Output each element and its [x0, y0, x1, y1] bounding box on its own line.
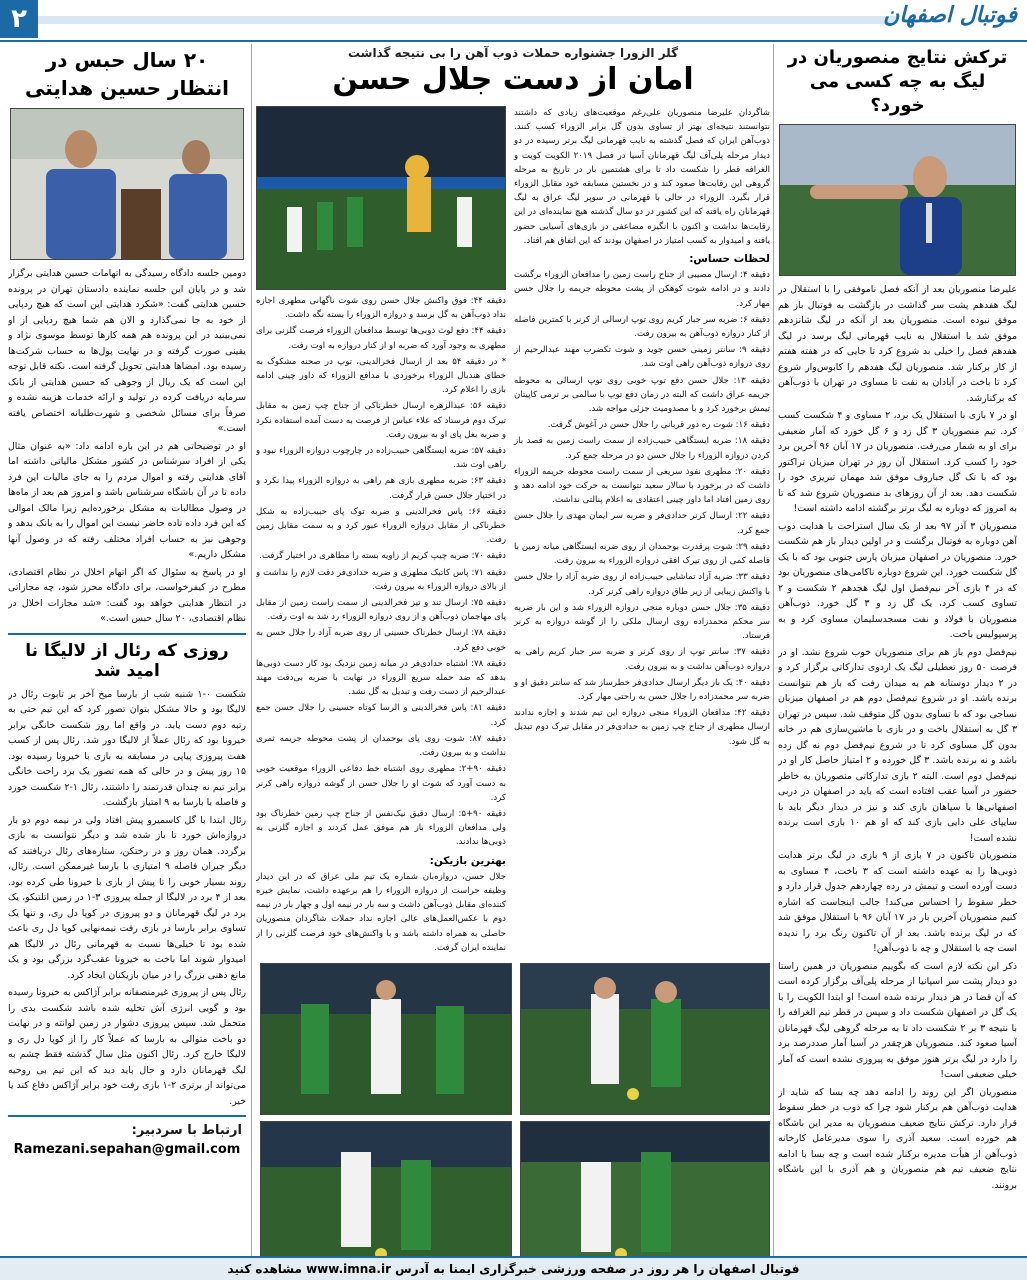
- moment: دقیقه ۳۳: ضربه آزاد تماشایی حبیب‌زاده از روی ضربه آزاد را جلال حسن با واکنش زیبایی از زیر طاق دروازه راهی کرنر کرد.: [514, 572, 770, 597]
- best-player-text: جلال حسن، دروازه‌بان شماره یک تیم ملی عراق که در این دیدار وظیفه حراست از دروازه الزوراء را هم برعهده داشت، نمایش خیره کننده‌ای مقابل ذوب‌آهن داشت و سه بار در نیمه اول و چهار بار در نیمه دوم با عکس‌العمل‌های عالی اجازه نداد حملات شاگردان منصوریان حاصلی به همراه داشته باشد و با واکنش‌های خود فرصت گلزنی را از نماینده ایران گرفت.: [256, 871, 506, 953]
- paragraph: منصوریان تاکنون در ۷ بازی از ۹ بازی در لیگ برتر هدایت ذوبی‌ها را به عهده داشته است که ۳ باخت، ۴ مساوی به دست آورده است و تیمش در رده چهاردهم جدول قرار دارد و خطر سقوط را احساس می‌کند! جالب اینجاست که اشاره کنیم منصوریان آخرین بار در ۱۷ آبان ۹۶ با استقلال موفق شد که در لیگ برنده باشد. بعد از آن تاکنون رنگ برد را ندیده است چه با استقلال و چه با ذوب‌آهن!: [778, 850, 1017, 954]
- moment: دقیقه ۶: ضربه سر جبار کریم روی توپ ارسالی از کرنر با کمترین فاصله از کنار دروازه ذوب‌آهن به بیرون رفت.: [514, 314, 770, 340]
- moment: دقیقه ۲۲: ارسال کرنر حدادی‌فر و ضربه سر ایمان مهدی را جلال حسن جمع کرد.: [514, 511, 770, 536]
- moment: دقیقه ۲۰: مطهری نفوذ سریعی از سمت راست محوطه جریمه الزوراء داشت که در برخورد با سالار سعید نتوانست به حرکت خود ادامه دهد و روی زمین افتاد اما داور چینی اعتقادی به اعلام پنالتی نداشت.: [514, 466, 770, 506]
- brand-logo: فوتبال اصفهان: [883, 2, 1017, 28]
- article-body-hedayati: [8, 266, 246, 627]
- moment: دقیقه ۵۶: عبدالزهره ارسال خطرناکی از جناح چپ زمین به مقابل تیرک دوم فرستاد که علاء عباس از فرصت به دست آمده استفاده نکرد و ضربه بغل پای او به بیرون رفت.: [256, 401, 507, 440]
- paragraph: او در پاسخ به سئوال که اگر اتهام اخلال در نظام اقتصادی، مطرح در کیفرخواست، برای دادگاه محرز شود، چه مجازاتی در انتظار هدایتی خواهد بود گفت: «شد مجازات اخلال در نظام اقتصادی، ۲۰ سال حبس است.»: [8, 566, 246, 624]
- moment: دقیقه ۴۴: فوق واکنش جلال حسن روی شوت ناگهانی مطهری اجازه نداد ذوب‌آهن به گل برسد و دروازه الزوراء را بسته نگه داشت.: [256, 296, 507, 321]
- match-report-top: [256, 106, 770, 957]
- match-photo-duel: [520, 963, 770, 1115]
- tackle-illustration: [521, 1122, 769, 1272]
- moment: دقیقه ۳۷: سانتر توپ از روی کرنر و ضربه سر جبار کریم راهی به دروازه ذوب‌آهن نداشت و به بیرون رفت.: [514, 647, 770, 672]
- left-column: [8, 44, 246, 1157]
- footer-banner[interactable]: فوتبال اصفهان را هر روز در صفحه ورزشی خبرگزاری ایمنا به آدرس www.imna.ir مشاهده کنید: [0, 1256, 1027, 1280]
- moment: دقیقه ۸۱: پاس فخرالدینی و الرسا کوتاه حسینی را جلال حسن جمع کرد.: [256, 703, 507, 728]
- duel-illustration: [521, 964, 769, 1114]
- match-report-col-b: [256, 106, 506, 957]
- contact-label: ارتباط با سردبیر:: [131, 1123, 242, 1138]
- moment: دقیقه ۷۸: ارسال خطرناک حسینی از روی ضربه آزاد را جلال حسن به خوبی دفع کرد.: [256, 628, 507, 653]
- column-divider: [251, 44, 252, 1256]
- best-player-heading: بهترین بازیکن:: [429, 854, 506, 867]
- match-photos-row: [256, 1121, 770, 1273]
- article-title-hedayati: ۲۰ سال حبس در انتظار حسین هدایتی: [24, 48, 230, 100]
- moment: دقیقه ۶۳: ضربه مطهری بازی هم راهی به دروازه الزوراء پیدا نکرد و در اختیار جلال حسن قرار گرفت.: [256, 476, 506, 501]
- paragraph: منصوریان ۳ آذر ۹۷ بعد از یک سال استراحت با هدایت ذوب آهن دوباره به فوتبال برگشت و در اولین دیدار باز هم شکست خورد. منصوریان در اصفهان میزبان پارس جنوبی بود که با یک گل شکست خورد. این شروع دوباره ناکامی‌های منصوریان بود که در ۴ بازی آخر نیم‌فصل اول لیگ هجدهم ۲ شکست و ۲ تساوی کسب کرد، یک گل زد و ۳ گل خورد. ذوب‌آهن منصوریان با فولاد و نفت مسجدسلیمان مساوی کرد و به پرسپولیس باخت.: [778, 520, 1017, 640]
- section-divider: [8, 633, 246, 635]
- paragraph: او در ۷ بازی با استقلال یک برد، ۲ مساوی و ۴ شکست کسب کرد. تیم منصوریان ۳ گل زد و ۶ گل خورد که آمار ضعیفی برای او به شمار می‌رفت. منصوریان در ۱۷ آبان ۹۶ آخرین برد خود را کسب کرد. استقلال آن روز در تهران میزبان تراکتور بود که با تک گل جباروف موفق شد مهمان تبریزی خود را شکست دهد. بعد از آن روزهای بد منصوریان شروع شد که تا به امروز که دوباره به لیگ برتر برگشته ادامه داشته است!: [778, 410, 1017, 514]
- match-photo-header: [260, 963, 512, 1115]
- masthead: [0, 0, 1027, 42]
- coach-photo-illustration: [780, 125, 1015, 275]
- moment: * در دقیقه ۵۴ بعد از ارسال فخرالدینی، توپ در صحنه مشکوک به خطای هندبال الزوراء برخوردی با مدافع الزوراء که داور چینی ادامه بازی را اعلام کرد.: [256, 356, 506, 396]
- moment: دقیقه ۸۷: شوت روی پای بوحمدان از پشت محوطه جریمه ثمری نداشت و به بیرون رفت.: [256, 733, 506, 759]
- article-title-zob-ahan: امان از دست جلال حسن: [332, 62, 694, 97]
- moment: دقیقه ۷۸: اشتباه حدادی‌فر در میانه زمین نزدیک بود کار دست ذوبی‌ها بدهد که ضد حمله سریع الزوراء در نهایت با ضربه بی‌دقت مهند عبدالرحیم از دست رفت و تبدیل به گل نشد.: [256, 658, 506, 698]
- moment: دقیقه ۱۸: ضربه ایستگاهی حبیب‌زاده از سمت راست زمین به قصد باز کردن دروازه الزوراء را جلال حسن دو در مرحله جمع کرد.: [514, 436, 770, 461]
- article-body-real: [8, 687, 246, 1110]
- moment: دقیقه ۹۰+۲: مطهری روی اشتباه خط دفاعی الزوراء موقعیت خوبی به دست آورد که شوت او را جلال حسن از گوشه دروازه راهی کرنر کرد.: [256, 764, 506, 803]
- paragraph: ذکر این نکته لازم است که بگوییم منصوریان در همین راستا دو دیدار پشت سر اسپانیا از مرحله پلی‌آف برگزار کرده است که آن قضا در هر دیدار برنده شده است! او ابتدا الکویت را با یک گل در اصفهان شکست داد و سپس در قطر تیم الغرافه را با نتیجه ۳ بر ۲ شکست داد تا به مرحله گروهی لیگ قهرمانان آسیا صعود کند. منصوریان هرچقدر در آسیا آمار صددرصد برد را دارد در لیگ برتر هنوز موفق به پیروزی نشده است که آمار خیلی ضعیفی است!: [778, 960, 1017, 1080]
- match-photo-goalkeeper: [256, 106, 506, 290]
- moment: دقیقه ۹۰+۵: ارسال دقیق نیک‌نفس از جناح چپ زمین خطرناک بود ولی مدافعان الزوراء باز هم موفق عمل کردند و اجازه گلزنی به ذوبی‌ها ندادند.: [256, 808, 506, 848]
- chase-illustration: [261, 1122, 511, 1272]
- moment: دقیقه ۵۷: ضربه ایستگاهی حبیب‌زاده در چارچوب دروازه الزوراء نبود و راهی اوت شد.: [256, 446, 506, 471]
- court-photo: [10, 108, 244, 260]
- moment: دقیقه ۱۳: جلال حسن دفع توپ خوبی روی توپ ارسالی به محوطه جریمه عراق داشت که البته در زمان دفع توپ با سالمی بر ترمی کاپیتان تیمش برخورد کرد و با مصدومیت جزئی مواجه شد.: [514, 375, 770, 415]
- moment: دقیقه ۷۵: ارسال تند و تیز فخرالدینی از سمت راست زمین از مقابل پای مهاجمان ذوب‌آهن و از روی دروازه الزوراء رد شد به اوت رفت.: [256, 598, 506, 623]
- section-divider: [8, 1115, 246, 1117]
- moment: دقیقه ۴: ارسال مصیبی از جناح راست زمین را مدافعان الزوراء برگشت دادند و در ادامه شوت کوهکن از پشت محوطه جریمه را جلال حسن مهار کرد.: [514, 270, 770, 309]
- paragraph: منصوریان اگر این روند را ادامه دهد چه بسا که شاید از هدایت ذوب‌آهن هم برکنار شود چرا که ذوب در خطر سقوط قرار دارد. ترکش نتایج ضعیف منصوریان به مدیر این باشگاه هم خورده است. سعید آذری را سوی مدیرعامل کارخانه ذوب‌آهن از هیأت مدیره برکنار شده است و چه بسا با ادامه نتایج ضعیف تیم هم منصوریان و هم آذری با این باشگاه برونند.: [778, 1086, 1017, 1191]
- article-title-real: روزی که رئال از لالیگا نا امید شد: [25, 640, 229, 681]
- match-report-col-a: [514, 106, 770, 957]
- paragraph: رئال ابتدا با گل کاسمیرو پیش افتاد ولی در نیمه دوم دو بار دروازه‌اش خورد تا باز شده شد و دیگر نتوانست به بازی برگردد. همان روز و در رختکن، ستاره‌های رئال دریافتند که دیگر جبران فاصله ۹ امتیازی با بارسا غیرممکن است. رئال، روند بسیار خوبی را تا پیش از بازی با خیرونا طی کرده بود. بعد از ۴ برد در لالیگا از جمله پیروزی ۳-۱ در زمین اتلتیکو، یک برد در لیگ قهرمانان و دو پیروزی در کوپا دل ری، و تنها یک تساوی برابر بارسا در بازی رفت نیمه‌نهایی کوپا دل ری باعث شده بود تا خیلی‌ها نسبت به قهرمانی رئال در لالیگا هم امیدوار شوند اما باخت به خیرونا عقب‌گرد بزرگی بود و یک مانع ذهنی بزرگ را در میان بازیکنان ایجاد کرد.: [8, 814, 246, 981]
- court-photo-illustration: [11, 109, 243, 259]
- moment: دقیقه ۱۶: شوت ره دور قربانی را جلال حسن در آغوش گرفت.: [547, 420, 770, 431]
- moment: دقیقه ۴۲: مدافعان الزوراء منجی دروازه این تیم شدند و اجازه ندادند ارسال مطهری از جناح چپ زمین به حدادی‌فر در مقابل تیرک دوم تبدیل به گل شود.: [514, 708, 770, 747]
- moment: دقیقه ۴۰: یک بار دیگر ارسال حدادی‌فر خطرساز شد که سانتر دقیق او و ضربه سر محمدزاده را جلال حسن به راحتی مهار کرد.: [514, 677, 770, 702]
- match-photos-row: [256, 963, 770, 1115]
- moment: دقیقه ۳۵: جلال حسن دوباره منجی دروازه الزوراء شد و این بار ضربه سر محکم محمدزاده روی ارسال ملکی را از گوشه دروازه به کرنر فرستاد.: [514, 602, 770, 642]
- page-number: ۲: [0, 0, 38, 38]
- column-divider: [773, 44, 774, 1256]
- editor-email-link[interactable]: Ramezani.sepahan@gmail.com: [13, 1142, 241, 1157]
- moment: دقیقه ۹: سانتر زمینی حسن جوید و شوت تکضرب مهند عبدالرحیم از روی دروازه ذوب‌آهن راهی اوت شد.: [514, 345, 770, 370]
- match-photo-tackle: [520, 1121, 770, 1273]
- middle-column: [256, 44, 770, 1273]
- goalkeeper-illustration: [257, 107, 505, 289]
- paragraph: رئال پس از پیروزی غیرمنصفانه برابر آژاکس به خیرونا رسیده بود و گویی انرژی آش تخلیه شده باشد شکست بدی را متحمل شد. سپس پیروزی دشوار در زمین لوانته و در نهایت دو باخت متوالی به بارسا که عملاً کار را از کوپا دل ری و لالیگا خارج کرد. رئال اکنون مثل سال گذشته فقط چشم به لیگ قهرمانان دارد و حال باید دید که این تیم بی روحیه می‌تواند از برتری ۲-۱ بازی رفت خود برابر آژاکس دفاع کند یا خیر.: [8, 987, 246, 1107]
- moment: دقیقه ۴۴: دفع لوث ذوبی‌ها توسط مدافعان الزوراء فرصت گلزنی برای مطهری به وجود آورد که ضربه او از کنار دروازه به اوت رفت.: [256, 326, 506, 351]
- coach-photo: [779, 124, 1016, 276]
- article-kicker: گلر الزورا جشنواره حملات ذوب آهن را بی نتیجه گذاشت: [347, 46, 679, 60]
- intro: شاگردان علیرضا منصوریان علی‌رغم موقعیت‌های زیادی که داشتند نتوانستند نتیجه‌ای بهتر از تساوی بدون گل برابر الزوراء کسب کنند. ذوب‌آهن ایران که فصل گذشته به نایب قهرمانی لیگ برتر رسیده در دو دیدار مرحله پلی‌آف لیگ قهرمانان آسیا در فصل ۲۰۱۹ الکویت کویت و الغرافه قطر را شکست داد تا برای هشتمین بار در تاریخ به مرحله گروهی این رقابت‌ها صعود کند و در نخستین مسابقه خود مقابل الزوراء قرار بگیرد. الزوراء در حالی با قهرمانی در سوپر لیگ عراق به لیگ قهرمانان راه یافته که این کشور در دو سال گذشته هیچ نماینده‌ای در این رقابت‌ها نداشت و اکنون با انگیزه مضاعفی در بازی‌های آسیایی حضور یافته و امیدوار به کسب امتیاز در اصفهان بودند که این اتفاق هم افتاد.: [514, 108, 770, 246]
- paragraph: دومین جلسه دادگاه رسیدگی به اتهامات حسین هدایتی برگزار شد و در پایان این جلسه نماینده دادستان تهران در پرونده حسین هدایتی گفت: «شکرد هدایتی این است که هیچ ردپایی از خود به جا نمی‌گذارد و الان هم شما هیچ ردپایی از او نمی‌بینید در این پرونده هم همه کارها توسط موسوی نژاد و یقینی صورت گرفته و در نهایت پول‌ها به حساب شرکت‌ها رسیده بود. امضاها هدایتی تحویل گرفته است. نکته قابل توجه این است که یک ریال از وجوهی که حسین هدایتی از بانک سرمایه دریافت کرده در تولید و ارائه خدمات هزینه نشده و صرفاً برای مسائل شخصی و شهرت‌طلبانه اختصاص یافته است.»: [8, 268, 246, 434]
- right-column: [778, 44, 1017, 1195]
- paragraph: نیم‌فصل دوم باز هم برای منصوریان خوب شروع نشد. او در فرصت ۵۰ روز تعطیلی لیگ یک اردوی تدارکاتی برگزار کرد و در ۲ دیدار دوستانه هم به میدان رفت که باز هم نتوانست برنده باشد. او در شروع نیم‌فصل دوم هم در اصفهان میزبان نساجی بود که با تساوی بدون گل متوقف شد. سپس در تهران ۳ گل به استقلال باخت و در بازی با ماشین‌سازی هم در خانه بدون گل مساوی کرد تا در شروع نیم‌فصل دوم نه گل زده باشد و نه برنده باشد. ۳ گل خورده و ۲ امتیاز حاصل کار او در نیم‌فصل دوم است. البته ۲ بازی تدارکاتی منصوریان به خاطر حضور در آسیا عقب افتاده است که باید در اصفهان در دربی اصفهانی‌ها با سپاهان بازی کند و نیز در دیدار دیگر باید با سایپای علی دایی بازی کند که او هم ۱۰ بازی است برنده نشده است!: [778, 646, 1017, 844]
- moment: دقیقه ۷۱: پاس کاتبک مطهری و ضربه حدادی‌فر دقت لازم را نداشت و از بالای دروازه الزوراء به بیرون رفت.: [256, 567, 506, 592]
- paragraph: شکست ۰-۱ شنبه شب از بارسا میخ آخر بر تابوت رئال در لالیگا بود و حالا مشکل بتوان تصور کرد که این تیم حتی به رتبه دوم دست یابد. در واقع اما روز شکست خانگی برابر خیرونا بود که رئال عملاً از لالیگا دور شد. رئال پس از کسب هفت پیروزی پیاپی در مسابقه به بازی با خیرونا رسیده بود. ۱۵ روز پیش و در حالی که همه تصور یک برد راحت خانگی برابر تیم نه چندان قدرتمند را داشتند، رئال ۱-۲ شکست خورد و فاصله با بارسا به ۹ امتیاز بازگشت.: [8, 688, 246, 808]
- moment: دقیقه ۶۶: پاس فخرالدینی و ضربه توک پای حبیب‌زاده به شکل خطرناکی از مقابل دروازه الزوراء عبور کرد و به سمت مقابل زمین رفت.: [256, 506, 506, 546]
- match-report-col-b-text: [256, 294, 506, 955]
- moments-heading: لحظات حساس:: [689, 253, 770, 266]
- article-title-mansourian: ترکش نتایج منصوریان در لیگ به چه کسی می خورد؟: [787, 47, 1008, 116]
- moment: دقیقه ۲۹: شوت پرقدرت بوحمدان از روی ضربه ایستگاهی میانه زمین با فاصله کمی از روی تیرک افقی دروازه الزوراء به بیرون رفت.: [514, 541, 770, 567]
- header-strip: [38, 16, 898, 24]
- paragraph: علیرضا منصوریان بعد از آنکه فصل ناموفقی را با استقلال در لیگ هفدهم پشت سر گذاشت در بازگشت به فوتبال باز هم موفق نبوده است. منصوریان بعد از آنکه در لیگ شانزدهم موفق شد با استقلال به نایب قهرمانی لیگ برسد در لیگ هفدهم فصل را خیلی بد شروع کرد تا جایی که در هفته هفتم از کار برکنار شد. منصوریان لیگ هفدهم را کابوس‌وار شروع کرد تا باخت در آبادان به نفت تا مساوی در تهران با ذوب‌آهن که برکنارشد.: [778, 284, 1017, 404]
- match-photo-chase: [260, 1121, 512, 1273]
- header-illustration: [261, 964, 511, 1114]
- moment: دقیقه ۷۰: ضربه چیپ کریم از زاویه بسته را مطاهری در اختیار گرفت.: [259, 551, 506, 562]
- paragraph: او در توضیحاتی هم در این باره ادامه داد: «به عنوان مثال یکی از افراد سرشناس در کشور مشکل مالیاتی داشته اما آقای هدایتی رفته و اموال مردم را به جای مالیات این فرد داده تا در آن باشگاه سرشناس باشد و امروز هم بعد از ماه‌ها در وصول مطالبات به مشکل برخورده‌ایم زیرا مالک اموالی که این فرد داده تاده حاضر نیست این اموال را به بانک بدهد و وجوهی نیز به حساب افراد مختلف رفته که در وصول آنها مشکل داریم.»: [8, 440, 246, 560]
- article-body-mansourian: [778, 282, 1017, 1193]
